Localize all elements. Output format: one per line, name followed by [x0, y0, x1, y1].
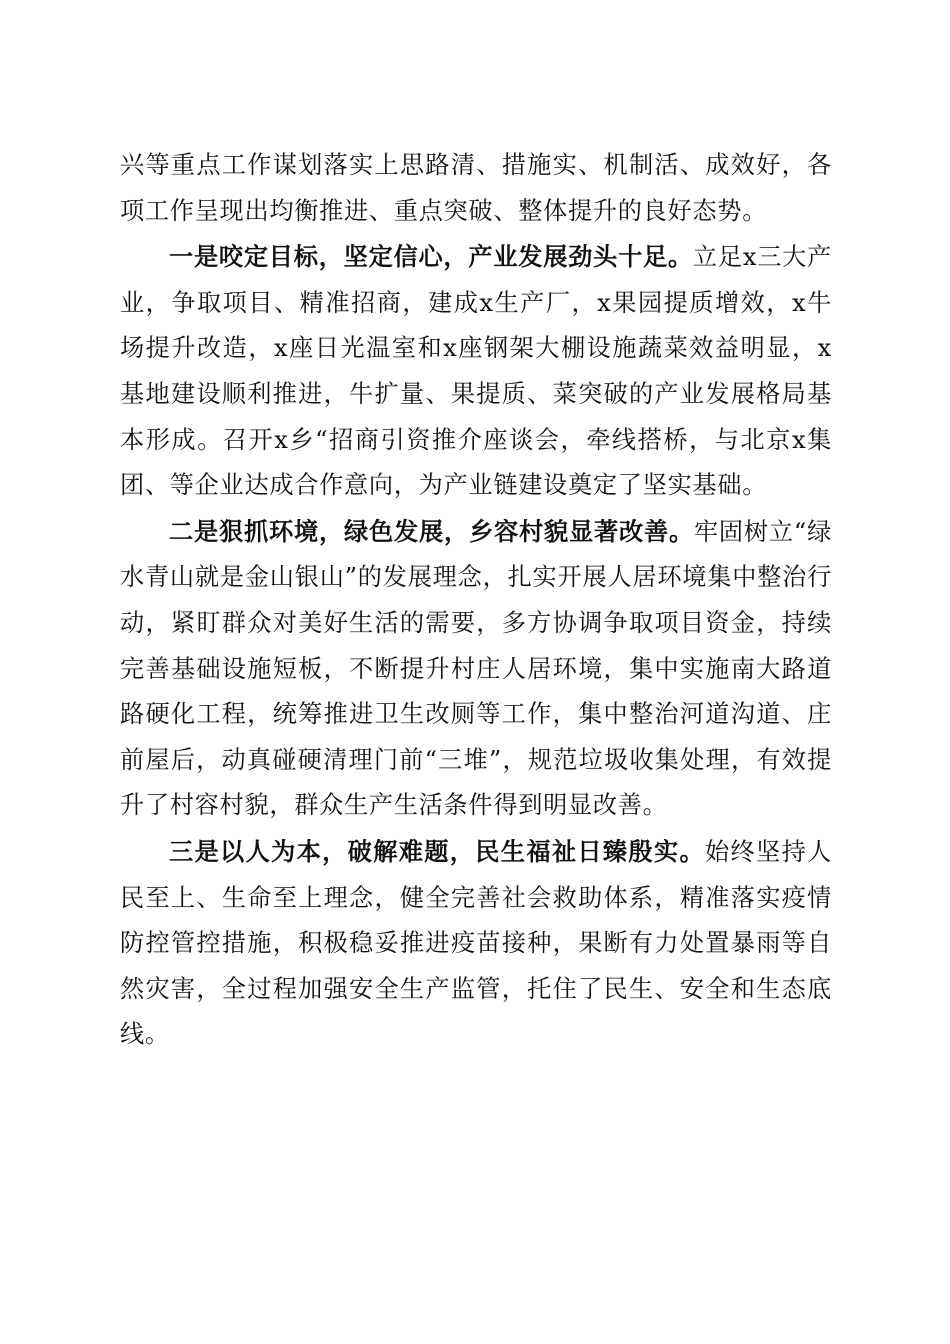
paragraph-text: 兴等重点工作谋划落实上思路清、措施实、机制活、成效好，各项工作呈现出均衡推进、重点突破、整体提升的良好态势。	[120, 151, 832, 225]
paragraph-text: 始终坚持人民至上、生命至上理念，健全完善社会救助体系，精准落实疫情防控管控措施，积极稳妥推进疫苗接种，果断有力处置暴雨等自然灾害，全过程加强安全生产监管，托住了民生、安全和生态底线。	[120, 837, 832, 1049]
paragraph-livelihood	[120, 829, 832, 1058]
document-body	[120, 143, 832, 1058]
paragraph-heading: 三是以人为本，破解难题，民生福祉日臻殷实。	[169, 836, 705, 866]
paragraph-text: 牢固树立“绿水青山就是金山银山”的发展理念，扎实开展人居环境集中整治行动，紧盯群众对美好生活的需要，多方协调争取项目资金，持续完善基础设施短板，不断提升村庄人居环境，集中实施南大路道路硬化工程，统筹推进卫生改厕等工作，集中整治河道沟道、庄前屋后，动真碰硬清理门前“三堆”，规范垃圾收集处理，有效提升了村容村貌，群众生产生活条件得到明显改善。	[120, 517, 832, 820]
paragraph-text: 立足x三大产业，争取项目、精准招商，建成x生产厂，x果园提质增效，x牛场提升改造，x座日光温室和x座钢架大棚设施蔬菜效益明显，x基地建设顺利推进，牛扩量、果提质、菜突破的产业发展格局基本形成。召开x乡“招商引资推介座谈会，牵线搭桥，与北京x集团、等企业达成合作意向，为产业链建设奠定了坚实基础。	[120, 243, 833, 500]
paragraph-heading: 一是咬定目标，坚定信心，产业发展劲头十足。	[169, 242, 693, 272]
paragraph-continuation	[120, 143, 832, 234]
paragraph-industry-development	[120, 234, 832, 509]
paragraph-heading: 二是狠抓环境，绿色发展，乡容村貌显著改善。	[169, 516, 694, 546]
paragraph-environment	[120, 509, 832, 829]
